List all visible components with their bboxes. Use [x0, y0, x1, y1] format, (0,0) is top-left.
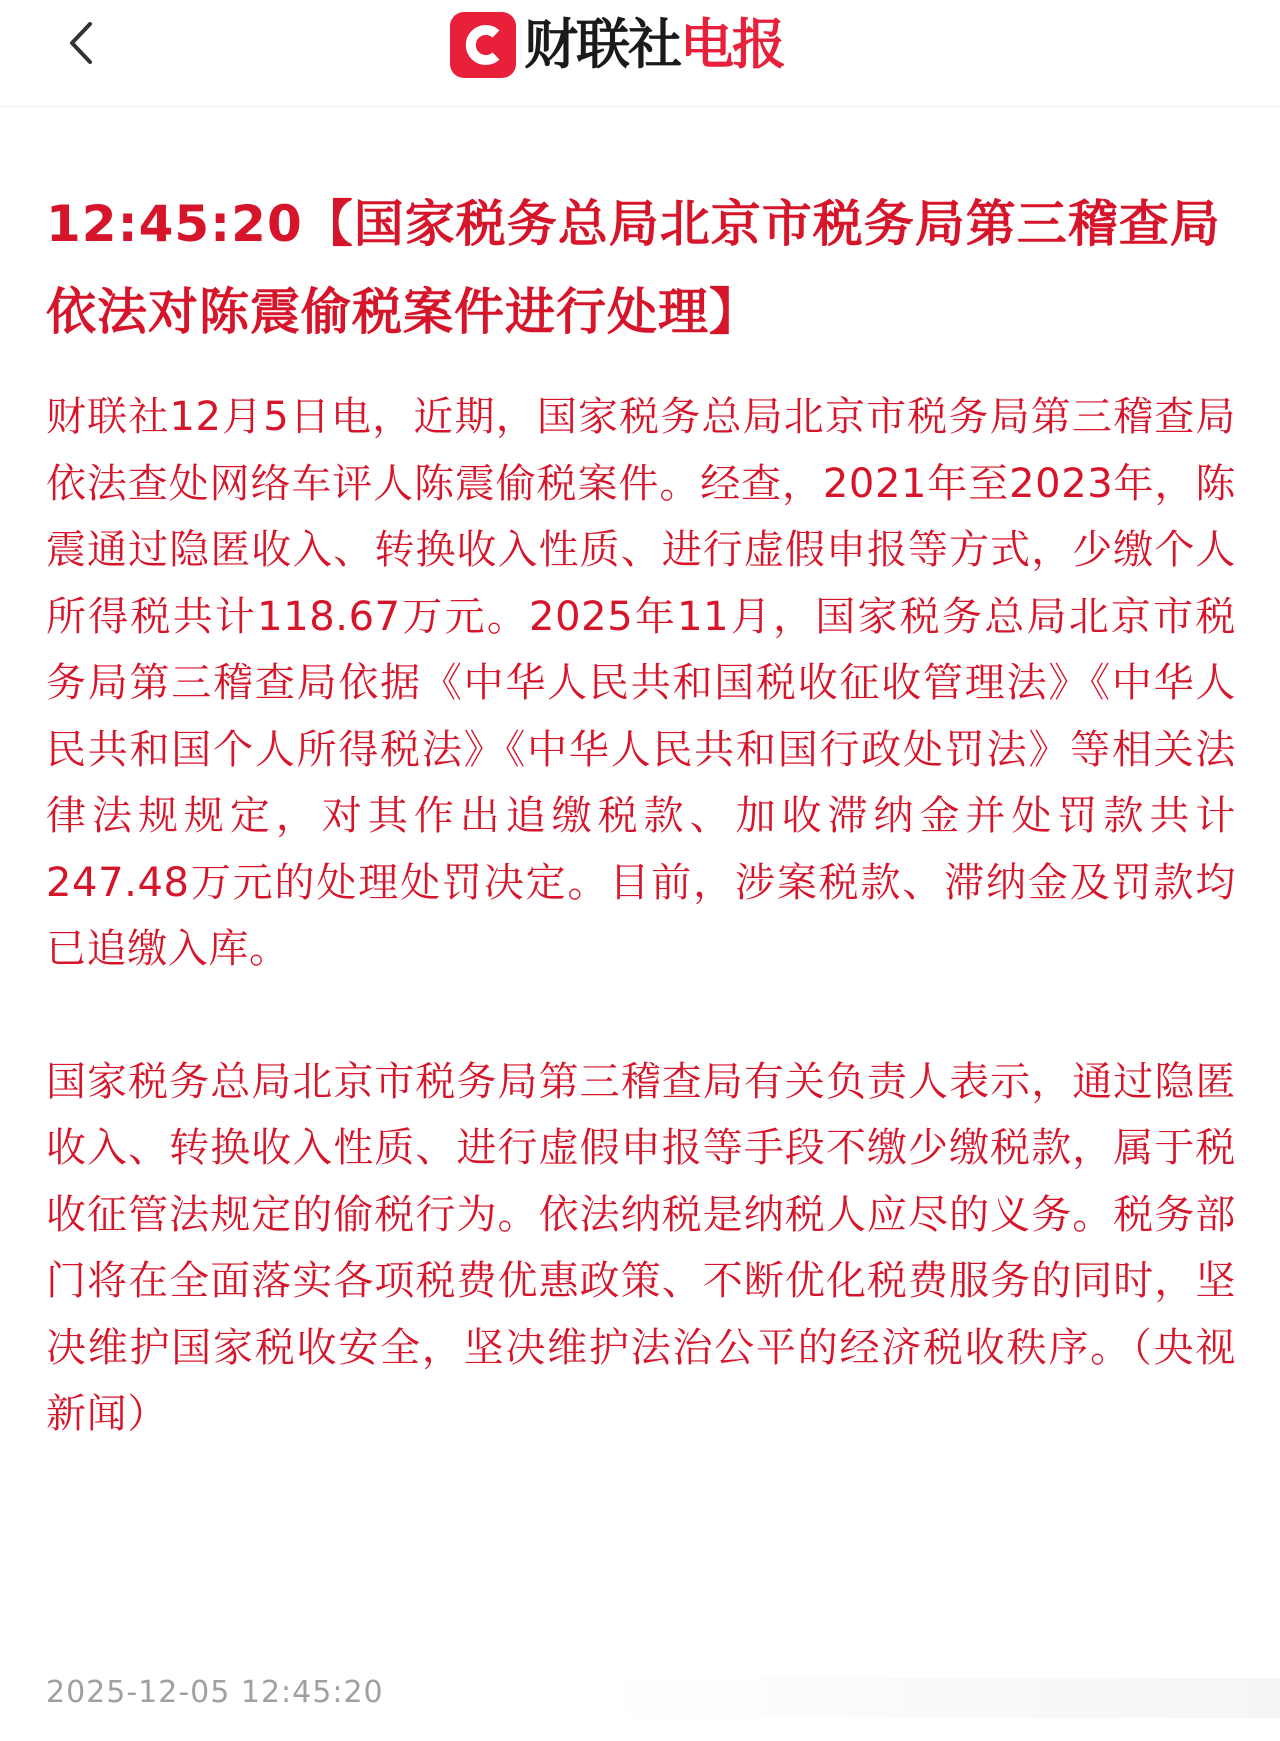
- article-headline: 12:45:20【国家税务总局北京市税务局第三稽查局依法对陈震偷税案件进行处理】: [46, 195, 1221, 341]
- publish-timestamp: 2025-12-05 12:45:20: [46, 1675, 384, 1710]
- logo-text-accent: 电报: [680, 13, 784, 76]
- article-paragraph: 财联社12月5日电，近期，国家税务总局北京市税务局第三稽查局依法查处网络车评人陈震偷税案件。经查，2021年至2023年，陈震通过隐匿收入、转换收入性质、进行虚假申报等方式，少缴个人所得税共计118.67万元。2025年11月，国家税务总局北京市税务局第三稽查局依据《中华人民共和国税收征收管理法》《中华人民共和国个人所得税法》《中华人民共和国行政处罚法》等相关法律法规规定，对其作出追缴税款、加收滞纳金并处罚款共计247.48万元的处理处罚决定。目前，涉案税款、滞纳金及罚款均已追缴入库。: [46, 394, 1236, 972]
- footer-fade-decoration: [600, 1678, 1280, 1718]
- app-logo: [450, 10, 784, 80]
- logo-text: [524, 10, 784, 80]
- article-body: [46, 180, 1236, 1448]
- c-logo-icon: [450, 12, 516, 78]
- back-button[interactable]: [58, 18, 108, 68]
- article-paragraph: 国家税务总局北京市税务局第三稽查局有关负责人表示，通过隐匿收入、转换收入性质、进行虚假申报等手段不缴少缴税款，属于税收征管法规定的偷税行为。依法纳税是纳税人应尽的义务。税务部门将在全面落实各项税费优惠政策、不断优化税费服务的同时，坚决维护国家税收安全，坚决维护法治公平的经济税收秩序。（央视新闻）: [46, 1058, 1236, 1437]
- top-nav-bar: [0, 0, 1280, 107]
- logo-text-main: 财联社: [524, 13, 680, 76]
- chevron-left-icon: [58, 18, 108, 68]
